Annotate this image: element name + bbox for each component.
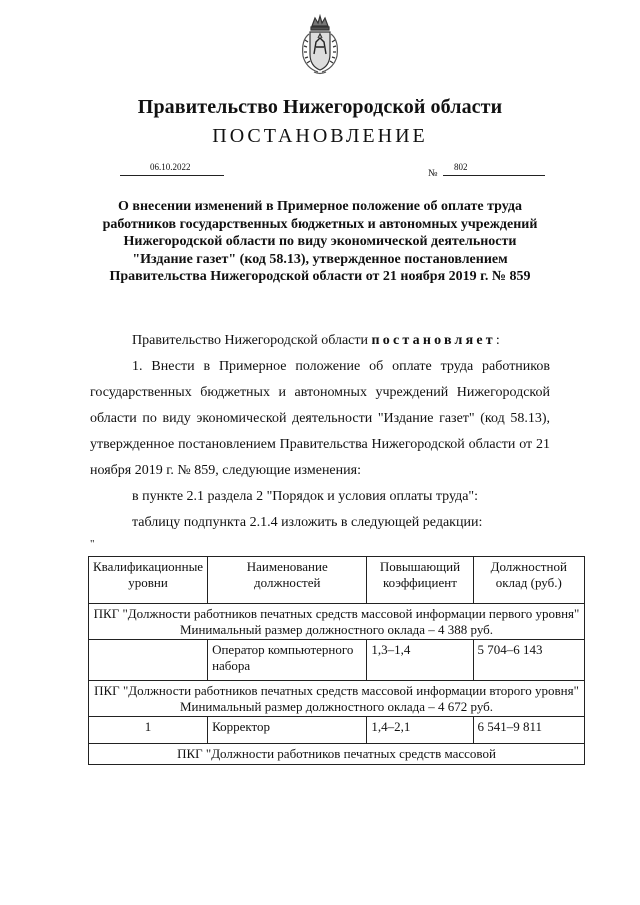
table-intro-paragraph: таблицу подпункта 2.1.4 изложить в следующей редакции: (132, 515, 483, 530)
group-cell (89, 744, 585, 765)
level-cell: 1 (89, 717, 208, 744)
header-cell: Наименование должностей (208, 557, 367, 604)
table-header-row (89, 557, 585, 604)
position-cell: Корректор (208, 717, 367, 744)
group-min-salary: Минимальный размер должностного оклада – 4 672 руб. (179, 698, 494, 714)
intro-paragraph (90, 328, 550, 354)
coefficient-cell: 1,4–2,1 (367, 717, 473, 744)
group-title: ПКГ "Должности работников печатных средств массовой (177, 746, 496, 761)
level-cell (89, 640, 208, 681)
intro-resolves: постановляет (371, 333, 496, 348)
salary-cell: 6 541–9 811 (473, 717, 584, 744)
salary-cell: 5 704–6 143 (473, 640, 584, 681)
table-row (89, 640, 585, 681)
open-quote: " (90, 538, 95, 550)
group-row (89, 604, 585, 640)
document-subject: О внесении изменений в Примерное положение об оплате труда работников государственных бюджетных и автономных учреждений Нижегородской области по виду экономической деятельности "Издание газет" (код 58.13), утвержденное постановлением Правительства Нижегородской области от 21 ноября 2019 г. № 859 (102, 199, 538, 284)
group-title: ПКГ "Должности работников печатных средств массовой информации первого уровня" (93, 606, 580, 621)
group-row (89, 681, 585, 717)
position-cell: Оператор компьютерного набора (208, 640, 367, 681)
header-cell: Квалификационные уровни (89, 557, 208, 604)
document-date: 06.10.2022 (150, 162, 191, 172)
coat-of-arms-icon (298, 14, 342, 76)
header-cell: Должностной оклад (руб.) (473, 557, 584, 604)
table-row (89, 717, 585, 744)
document-type: ПОСТАНОВЛЕНИЕ (212, 125, 428, 147)
intro-prefix: Правительство Нижегородской области (132, 333, 372, 348)
coefficient-cell: 1,3–1,4 (367, 640, 473, 681)
intro-suffix: : (495, 333, 500, 348)
group-row (89, 744, 585, 765)
number-sign: № (428, 168, 438, 179)
point-paragraph: в пункте 2.1 раздела 2 "Порядок и условия оплаты труда": (132, 489, 479, 504)
group-title: ПКГ "Должности работников печатных средств массовой информации второго уровня" (94, 683, 579, 698)
salary-table (88, 556, 585, 765)
organization-title: Правительство Нижегородской области (137, 96, 503, 118)
item-1-paragraph: 1. Внести в Примерное положение об оплате труда работников государственных бюджетных и автономных учреждений Нижегородской области по виду экономической деятельности "Издание газет" (код 58.13), утвержденное постановлением Правительства Нижегородской области от 21 ноября 2019 г. № 859, следующие изменения: (90, 359, 550, 478)
document-number: 802 (454, 162, 468, 172)
date-underline (120, 175, 224, 176)
number-underline (443, 175, 545, 176)
group-cell (89, 604, 585, 640)
group-min-salary: Минимальный размер должностного оклада – 4 388 руб. (179, 621, 494, 637)
group-cell (89, 681, 585, 717)
header-cell: Повышающий коэффициент (367, 557, 473, 604)
